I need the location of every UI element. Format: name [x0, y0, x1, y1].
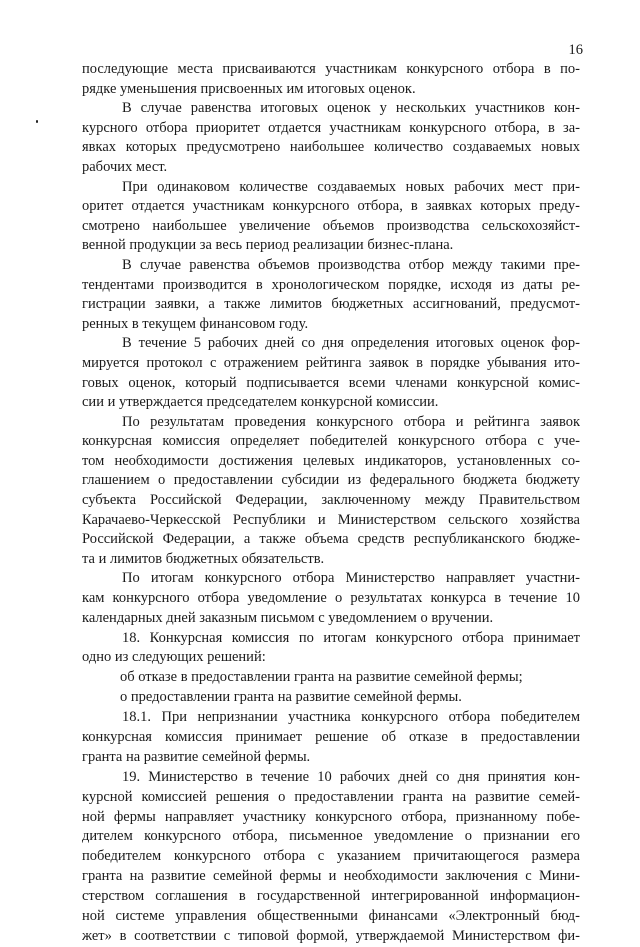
text-line: сии и утверждается председателем конкурсной комиссии.	[82, 394, 439, 411]
paragraph-start-line: По результатам проведения конкурсного отбора и рейтинга заявок	[122, 413, 580, 430]
text-line: победителем конкурсного отбора с указанием причитающегося размера	[82, 848, 580, 865]
document-body	[82, 60, 580, 947]
text-line: субъекта Российской Федерации, заключенному между Правительством	[82, 492, 580, 509]
text-line: рабочих мест.	[82, 158, 168, 175]
text-line: курсной комиссией решения о предоставлении гранта на развитие семей-	[82, 788, 580, 805]
text-line: мируется протокол с отражением рейтинга заявок в порядке убывания ито-	[82, 354, 580, 371]
text-line: ренных в текущем финансовом году.	[82, 315, 309, 332]
text-line: гранта на развитие семейной фермы.	[82, 748, 311, 765]
text-line: последующие места присваиваются участникам конкурсного отбора в по-	[82, 61, 580, 77]
text-line: Карачаево-Черкесской Республики и Министерством сельского хозяйства	[82, 511, 580, 528]
paragraph-start-line: 18.1. При непризнании участника конкурсного отбора победителем	[122, 709, 580, 726]
text-line: курсного отбора приоритет отдается участникам конкурсного отбора, в за-	[82, 119, 580, 136]
text-line: дителем конкурсного отбора, письменное уведомление о признании его	[82, 828, 580, 845]
text-line: конкурсная комиссия принимает решение об отказе в предоставлении	[82, 728, 580, 745]
list-item-line: о предоставлении гранта на развитие семейной фермы.	[120, 689, 462, 706]
text-line: календарных дней заказным письмом с уведомлением о вручении.	[82, 609, 494, 626]
text-line: говых оценок, который подписывается всеми членами конкурсной комис-	[82, 374, 580, 391]
text-line: тендентами производится в хронологическом порядке, исходя из даты ре-	[82, 276, 580, 293]
text-line: смотрено наибольшее увеличение объемов производства сельскохозяйст-	[82, 217, 580, 234]
text-line: явках которых предусмотрено наибольшее количество создаваемых новых	[82, 139, 580, 156]
list-item-line: об отказе в предоставлении гранта на развитие семейной фермы;	[120, 669, 523, 686]
text-line: жет» в соответствии с типовой формой, утверждаемой Министерством фи-	[82, 927, 580, 944]
paragraph-start-line: 18. Конкурсная комиссия по итогам конкурсного отбора принимает	[122, 629, 580, 646]
paragraph-start-line: По итогам конкурсного отбора Министерство направляет участни-	[122, 570, 580, 587]
paragraph-start-line: В случае равенства объемов производства отбор между такими пре-	[122, 256, 580, 273]
paragraph-start-line: В случае равенства итоговых оценок у нескольких участников кон-	[122, 100, 580, 117]
text-line: рядке уменьшения присвоенных им итоговых оценок.	[82, 80, 416, 97]
text-line: та и лимитов бюджетных обязательств.	[82, 550, 325, 567]
text-line: том необходимости достижения целевых индикаторов, установленных со-	[82, 452, 580, 469]
text-line: Российской Федерации, а также объема средств республиканского бюдже-	[82, 531, 580, 548]
text-line: венной продукции за весь период реализации бизнес-плана.	[82, 237, 454, 254]
text-line: оритет отдается участникам конкурсного отбора, в заявках которых преду-	[82, 198, 580, 215]
text-line: конкурсная комиссия определяет победителей конкурсного отбора с уче-	[82, 433, 580, 450]
page-number: 16	[568, 42, 583, 58]
text-line: кам конкурсного отбора уведомление о результатах конкурса в течение 10	[82, 590, 580, 607]
paragraph-start-line: 19. Министерство в течение 10 рабочих дней со дня принятия кон-	[122, 768, 580, 785]
text-line: одно из следующих решений:	[82, 649, 266, 666]
paragraph-start-line: При одинаковом количестве создаваемых новых рабочих мест при-	[122, 178, 580, 195]
text-line: глашением о предоставлении субсидии из федерального бюджета бюджету	[82, 472, 580, 489]
text-line: стерством соглашения в государственной интегрированной информацион-	[82, 888, 580, 905]
text-line: ной системе управления общественными финансами «Электронный бюд-	[82, 907, 580, 924]
scan-speck	[36, 120, 38, 123]
paragraph-start-line: В течение 5 рабочих дней со дня определения итоговых оценок фор-	[122, 335, 580, 352]
text-line: гистрации заявки, а также лимитов бюджетных ассигнований, предусмот-	[82, 296, 580, 313]
text-line: ной фермы направляет участнику конкурсного отбора, признанному побе-	[82, 808, 580, 825]
text-line: гранта на развитие семейной фермы и необходимости заключения с Мини-	[82, 868, 580, 885]
